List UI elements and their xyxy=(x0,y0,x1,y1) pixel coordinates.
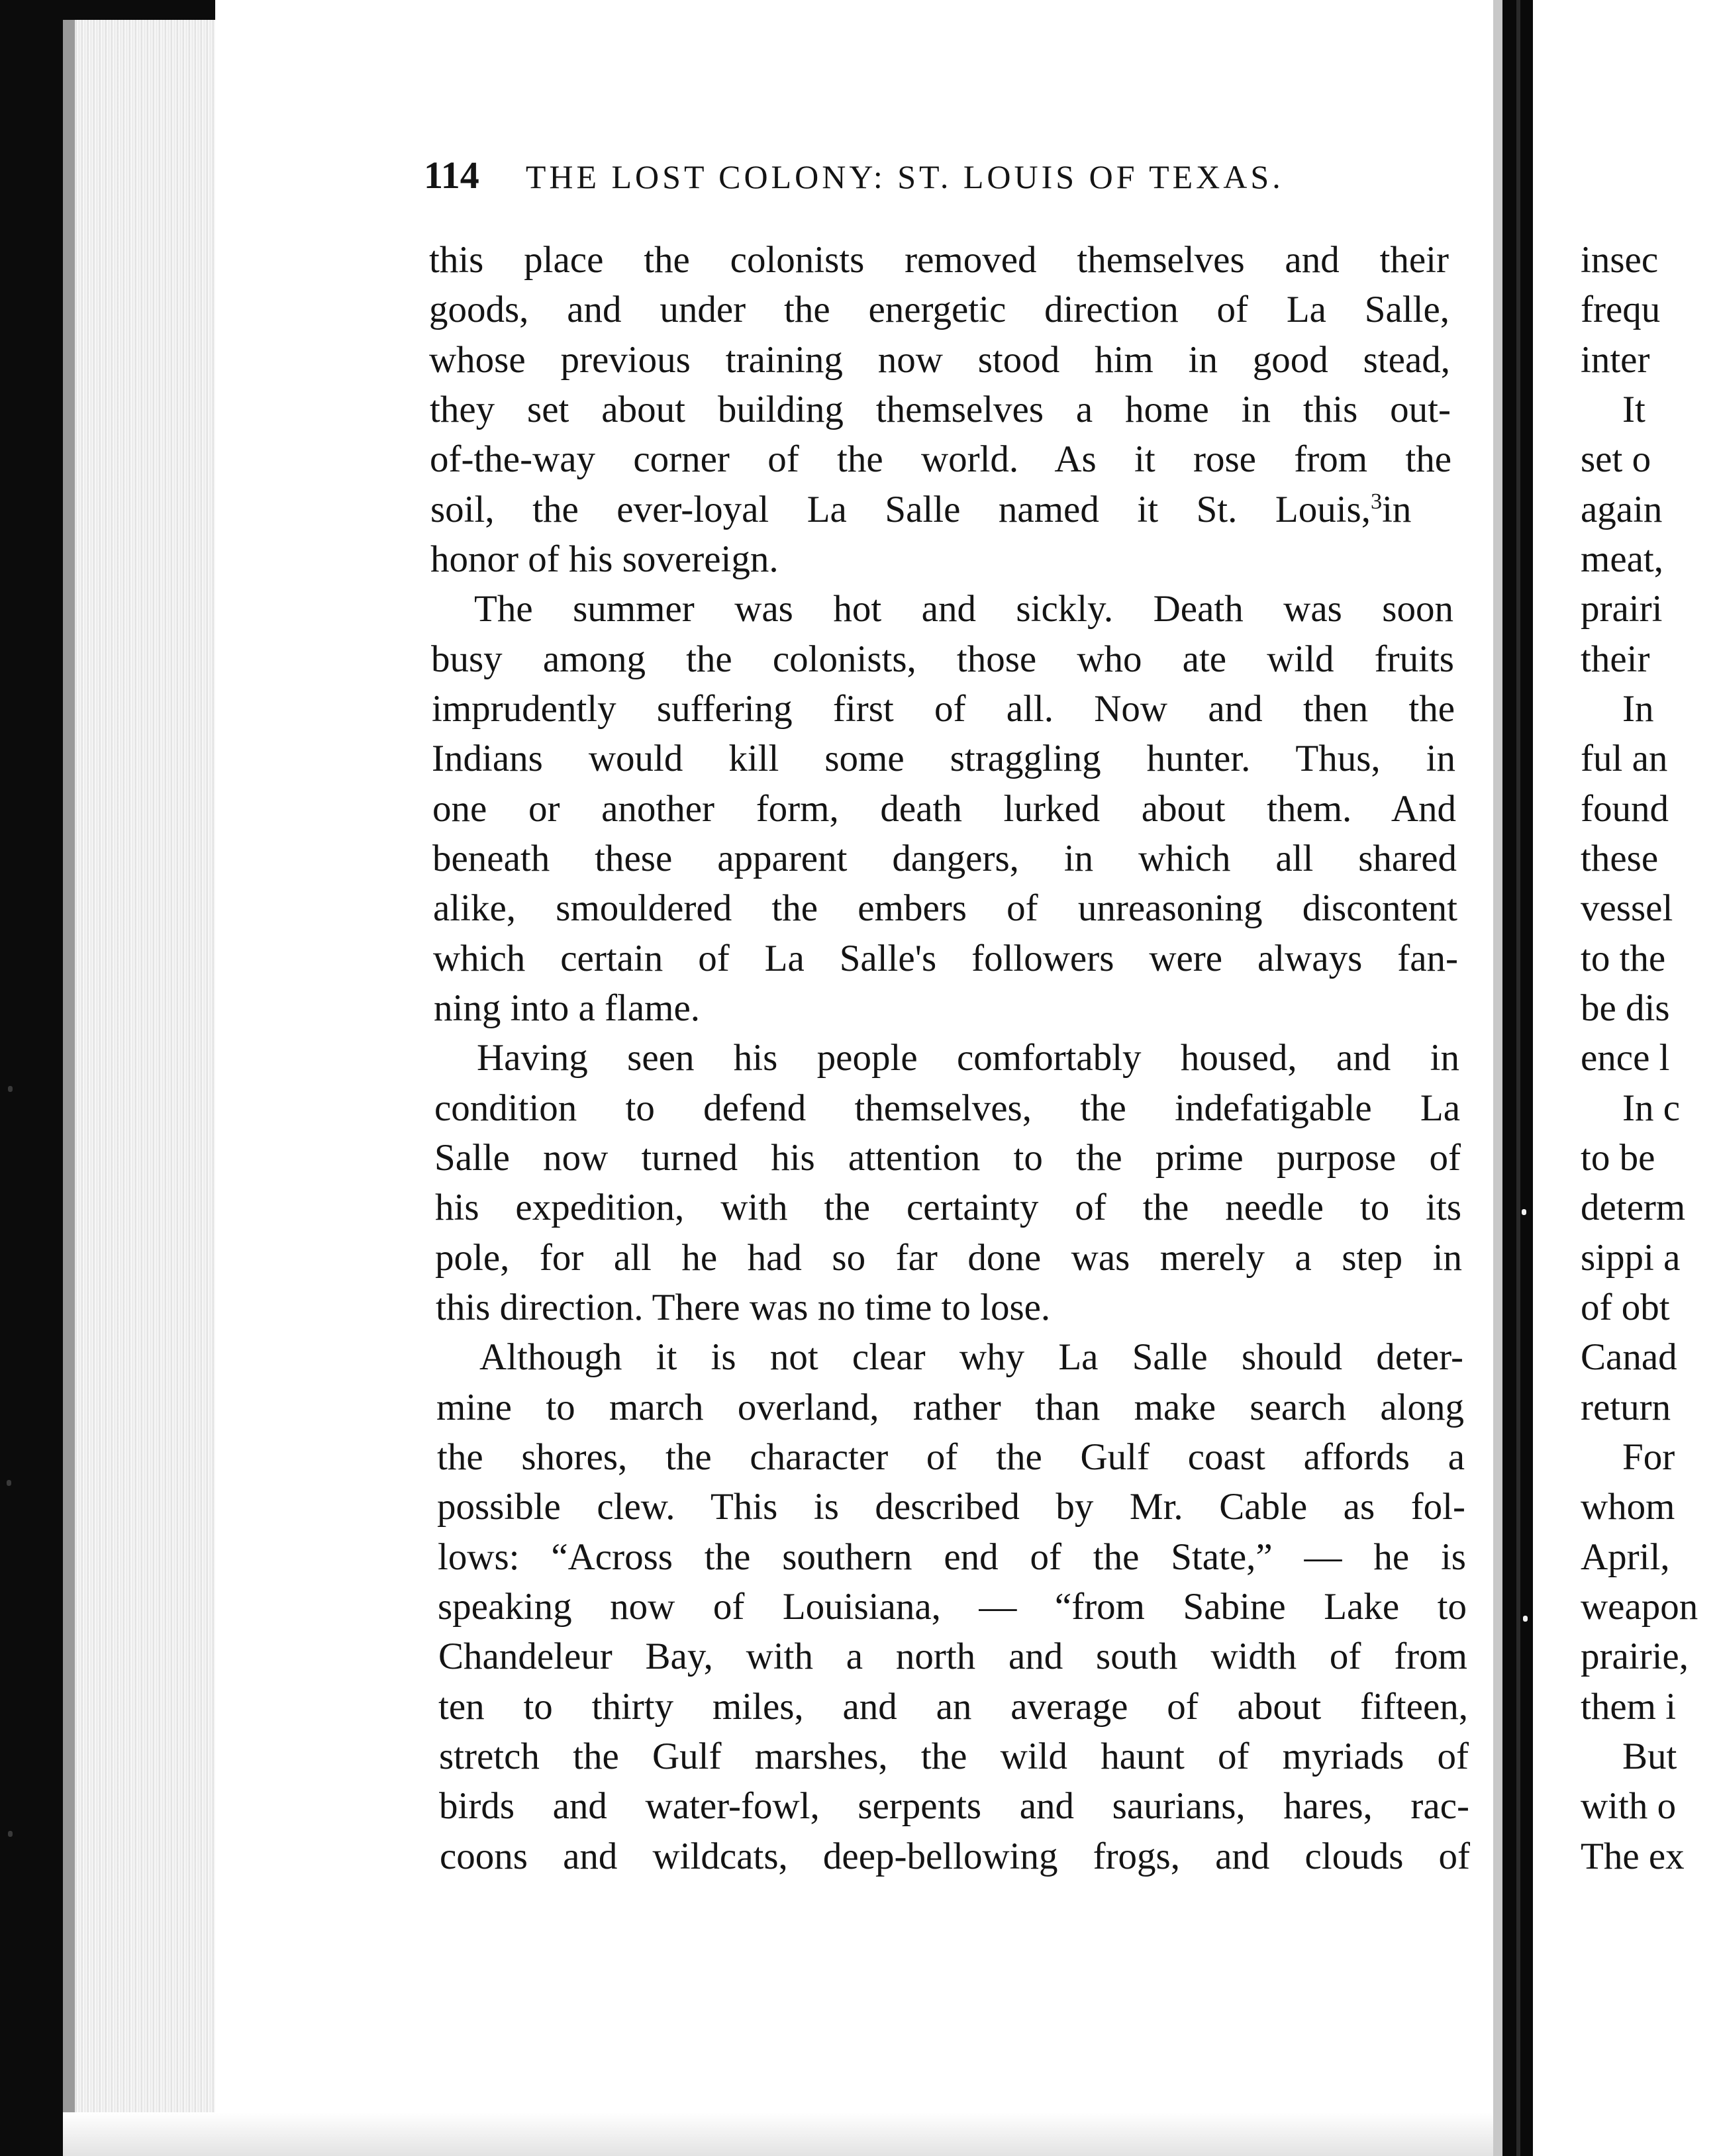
page-edges xyxy=(63,20,215,2156)
text-line: this place the colonists removed themselves and their xyxy=(429,239,1449,281)
text-line: The summer was hot and sickly. Death was soon xyxy=(474,588,1453,630)
text-line: coons and wildcats, deep-bellowing frogs, and clouds of xyxy=(440,1836,1470,1877)
text-line: Although it is not clear why La Salle should deter- xyxy=(479,1336,1463,1378)
running-head xyxy=(424,152,1364,199)
text-line: which certain of La Salle's followers were always fan- xyxy=(433,938,1458,979)
facing-line: determ xyxy=(1581,1187,1686,1228)
gutter-edge xyxy=(1493,0,1502,2156)
facing-line: them i xyxy=(1581,1686,1677,1728)
scan-speck xyxy=(8,1086,13,1092)
text-line: busy among the colonists, those who ate wild fruits xyxy=(431,638,1454,680)
text-line: of-the-way corner of the world. As it rose from the xyxy=(430,438,1451,480)
footnote-marker: 3 xyxy=(1371,489,1383,514)
facing-line: to be xyxy=(1581,1137,1655,1179)
facing-line: April, xyxy=(1581,1536,1670,1578)
gutter-gloss xyxy=(1516,0,1520,2156)
facing-line: ence l xyxy=(1581,1037,1670,1079)
scan-speck xyxy=(7,1480,11,1486)
text-line: this direction. There was no time to lose. xyxy=(436,1287,1051,1328)
text-line: stretch the Gulf marshes, the wild haunt of myriads of xyxy=(439,1736,1469,1777)
scan-speck xyxy=(8,1831,13,1837)
facing-line: their xyxy=(1581,638,1650,680)
facing-line: It xyxy=(1622,389,1645,430)
facing-line: these xyxy=(1581,838,1659,879)
facing-line: In xyxy=(1622,688,1654,730)
facing-line: weapon xyxy=(1581,1586,1698,1628)
text-line: honor of his sovereign. xyxy=(430,538,779,580)
facing-line: prairi xyxy=(1581,588,1663,630)
page-number: 114 xyxy=(424,154,479,197)
text-line: Chandeleur Bay, with a north and south width of from xyxy=(438,1636,1467,1677)
scan-speck xyxy=(1522,1209,1526,1215)
facing-line: prairie, xyxy=(1581,1636,1689,1677)
facing-line: set o xyxy=(1581,438,1651,480)
text-line: Having seen his people comfortably housed, and in xyxy=(477,1037,1459,1079)
text-line: condition to defend themselves, the indefatigable La xyxy=(434,1087,1460,1129)
text-line: beneath these apparent dangers, in which all shared xyxy=(432,838,1457,879)
facing-line: ful an xyxy=(1581,738,1668,779)
text-line: Salle now turned his attention to the prime purpose of xyxy=(434,1137,1461,1179)
scan-speck xyxy=(1523,1616,1528,1622)
facing-line: The ex xyxy=(1581,1836,1685,1877)
page-bottom-shadow xyxy=(63,2112,1493,2156)
text-line: Indians would kill some straggling hunter. Thus, in xyxy=(432,738,1455,779)
text-line: his expedition, with the certainty of the needle to its xyxy=(435,1187,1461,1228)
page-edges-shadow xyxy=(63,20,75,2156)
facing-line: be dis xyxy=(1581,987,1670,1029)
facing-line: In c xyxy=(1622,1087,1681,1129)
facing-line: with o xyxy=(1581,1785,1677,1827)
running-title: THE LOST COLONY: ST. LOUIS OF TEXAS. xyxy=(525,158,1284,195)
text-line: alike, smouldered the embers of unreasoning discontent xyxy=(433,887,1457,929)
text-line: lows: “Across the southern end of the State,” — he is xyxy=(438,1536,1466,1578)
text-line: ten to thirty miles, and an average of about fifteen, xyxy=(438,1686,1468,1728)
facing-line: of obt xyxy=(1581,1287,1670,1328)
text-line: goods, and under the energetic direction of La Salle, xyxy=(429,289,1449,330)
text-line xyxy=(430,485,1452,534)
text-line: one or another form, death lurked about them. And xyxy=(432,788,1456,830)
facing-line: insec xyxy=(1581,239,1659,281)
text-line-main: soil, the ever-loyal La Salle named it St. Louis, xyxy=(430,489,1371,530)
facing-line: return xyxy=(1581,1387,1671,1428)
text-line: speaking now of Louisiana, — “from Sabine Lake to xyxy=(438,1586,1467,1628)
facing-line: sippi a xyxy=(1581,1237,1681,1279)
text-line: possible clew. This is described by Mr. Cable as fol- xyxy=(437,1486,1465,1528)
text-line: birds and water-fowl, serpents and saurians, hares, rac- xyxy=(439,1785,1469,1827)
facing-line: But xyxy=(1622,1736,1677,1777)
text-line-tail: in xyxy=(1382,489,1412,530)
facing-line: For xyxy=(1622,1436,1675,1478)
facing-line: again xyxy=(1581,489,1663,530)
text-line: mine to march overland, rather than make search along xyxy=(436,1387,1464,1428)
facing-line: Canad xyxy=(1581,1336,1677,1378)
text-line: the shores, the character of the Gulf coast affords a xyxy=(437,1436,1465,1478)
facing-line: whom xyxy=(1581,1486,1675,1528)
facing-line: found xyxy=(1581,788,1669,830)
text-line: ning into a flame. xyxy=(434,987,701,1029)
text-line: imprudently suffering first of all. Now and then the xyxy=(432,688,1455,730)
facing-line: to the xyxy=(1581,938,1666,979)
facing-line: frequ xyxy=(1581,289,1661,330)
text-line: whose previous training now stood him in good stead, xyxy=(429,339,1450,381)
facing-line: vessel xyxy=(1581,887,1673,929)
facing-line: inter xyxy=(1581,339,1650,381)
facing-line: meat, xyxy=(1581,538,1664,580)
text-line: they set about building themselves a home in this out- xyxy=(430,389,1451,430)
text-line: pole, for all he had so far done was merely a step in xyxy=(435,1237,1462,1279)
